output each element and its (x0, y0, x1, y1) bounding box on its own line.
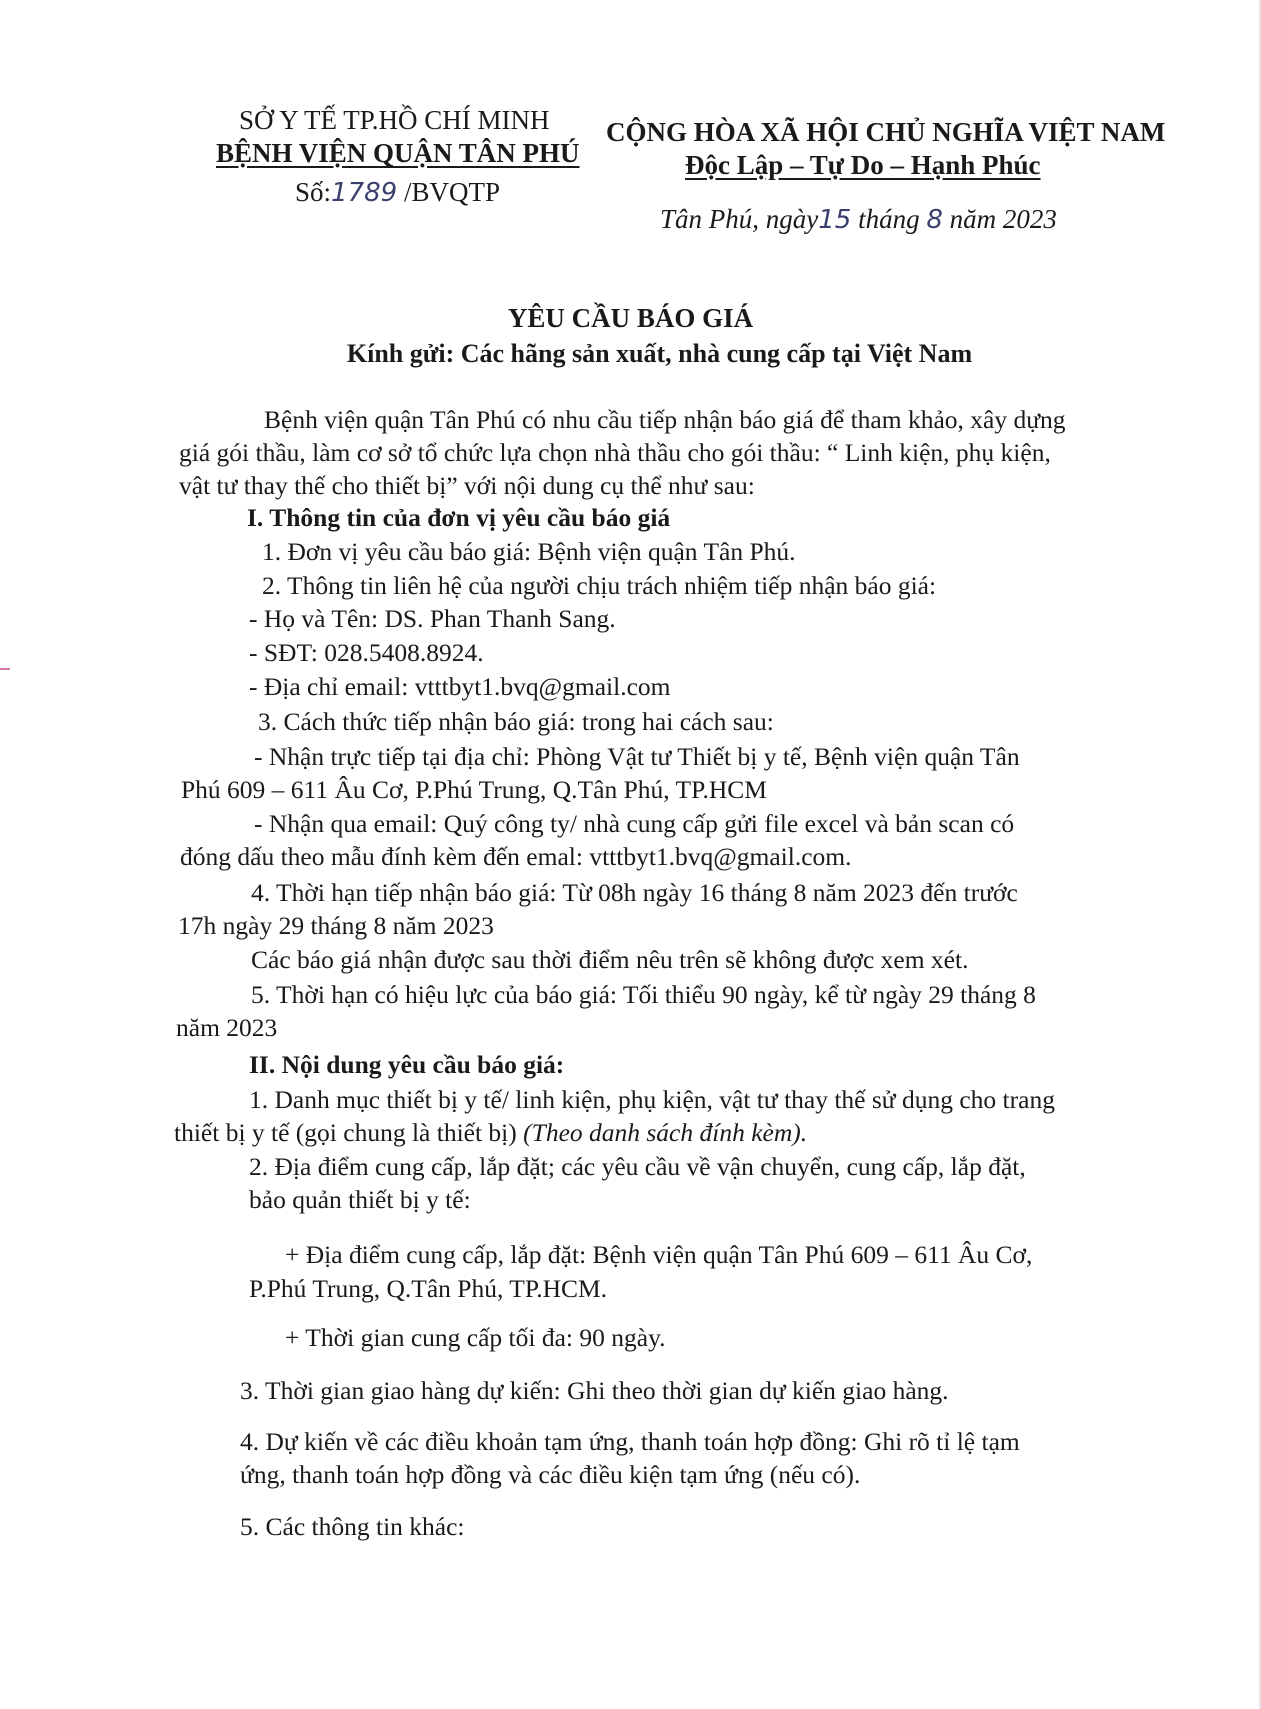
s2-item-1-text: thiết bị y tế (gọi chung là thiết bị) (174, 1118, 524, 1147)
delivery-place-line-1: + Địa điểm cung cấp, lắp đặt: Bệnh viện quận Tân Phú 609 – 611 Âu Cơ, (285, 1240, 1033, 1269)
delivery-time-max: + Thời gian cung cấp tối đa: 90 ngày. (285, 1323, 666, 1352)
s2-item-1-attachment-note: (Theo danh sách đính kèm). (523, 1118, 808, 1147)
contact-phone: - SĐT: 028.5408.8924. (249, 638, 484, 667)
document-title-wrap (0, 303, 1261, 334)
s1-item-4-line-1: 4. Thời hạn tiếp nhận báo giá: Từ 08h ngày 16 tháng 8 năm 2023 đến trước (251, 878, 1018, 907)
s1-item-1: 1. Đơn vị yêu cầu báo giá: Bệnh viện quận Tân Phú. (262, 537, 796, 566)
handwritten-month: 8 (926, 205, 943, 235)
s2-item-2-line-1: 2. Địa điểm cung cấp, lắp đặt; các yêu cầu về vận chuyển, cung cấp, lắp đặt, (249, 1152, 1026, 1181)
s2-item-4-line-1: 4. Dự kiến về các điều khoản tạm ứng, thanh toán hợp đồng: Ghi rõ tỉ lệ tạm (240, 1427, 1020, 1456)
date-prefix: Tân Phú, ngày (660, 204, 819, 234)
recipient-line: Kính gửi: Các hãng sản xuất, nhà cung cấp tại Việt Nam (346, 339, 973, 368)
contact-name: - Họ và Tên: DS. Phan Thanh Sang. (249, 604, 616, 633)
s2-item-3: 3. Thời gian giao hàng dự kiến: Ghi theo thời gian dự kiến giao hàng. (240, 1376, 949, 1405)
document-title: YÊU CẦU BÁO GIÁ (507, 303, 754, 333)
delivery-place-line-2: P.Phú Trung, Q.Tân Phú, TP.HCM. (249, 1274, 608, 1303)
method-email-2: đóng dấu theo mẫu đính kèm đến emal: vtttbyt1.bvq@gmail.com. (180, 842, 852, 871)
document-number (295, 176, 500, 209)
section-2-heading: II. Nội dung yêu cầu báo giá: (249, 1050, 565, 1079)
intro-line-3: vật tư thay thế cho thiết bị” với nội dung cụ thể như sau: (179, 471, 755, 500)
method-email-1: - Nhận qua email: Quý công ty/ nhà cung cấp gửi file excel và bản scan có (254, 809, 1015, 838)
date-year: năm 2023 (949, 204, 1057, 234)
s2-item-1-line-1: 1. Danh mục thiết bị y tế/ linh kiện, phụ kiện, vật tư thay thế sử dụng cho trang (249, 1085, 1055, 1114)
handwritten-number: 1789 (331, 178, 398, 208)
s1-item-4-line-2: 17h ngày 29 tháng 8 năm 2023 (178, 911, 494, 940)
date-month-label: tháng (858, 204, 920, 234)
section-1-heading: I. Thông tin của đơn vị yêu cầu báo giá (247, 503, 671, 532)
intro-line-1: Bệnh viện quận Tân Phú có nhu cầu tiếp nhận báo giá để tham khảo, xây dựng (264, 405, 1066, 434)
document-date (660, 203, 1057, 236)
national-title: CỘNG HÒA XÃ HỘI CHỦ NGHĨA VIỆT NAM (606, 117, 1166, 147)
s2-item-2-line-2: bảo quản thiết bị y tế: (249, 1185, 471, 1214)
handwritten-day: 15 (818, 205, 852, 235)
s1-item-5-line-1: 5. Thời hạn có hiệu lực của báo giá: Tối thiểu 90 ngày, kể từ ngày 29 tháng 8 (251, 980, 1036, 1009)
s2-item-5: 5. Các thông tin khác: (240, 1512, 465, 1541)
agency-name: SỞ Y TẾ TP.HỒ CHÍ MINH (239, 105, 550, 135)
number-suffix: /BVQTP (403, 177, 500, 207)
scan-mark (0, 668, 10, 670)
hospital-name: BỆNH VIỆN QUẬN TÂN PHÚ (216, 138, 580, 168)
method-direct-1: - Nhận trực tiếp tại địa chỉ: Phòng Vật tư Thiết bị y tế, Bệnh viện quận Tân (254, 742, 1020, 771)
s1-item-5-line-2: năm 2023 (176, 1013, 278, 1042)
s1-item-3: 3. Cách thức tiếp nhận báo giá: trong hai cách sau: (258, 707, 774, 736)
contact-email: - Địa chỉ email: vtttbyt1.bvq@gmail.com (249, 672, 671, 701)
s1-item-2: 2. Thông tin liên hệ của người chịu trách nhiệm tiếp nhận báo giá: (262, 571, 937, 600)
number-prefix: Số: (295, 177, 332, 207)
intro-line-2: giá gói thầu, làm cơ sở tổ chức lựa chọn nhà thầu cho gói thầu: “ Linh kiện, phụ kiện, (179, 438, 1051, 467)
method-direct-2: Phú 609 – 611 Âu Cơ, P.Phú Trung, Q.Tân Phú, TP.HCM (181, 775, 767, 804)
national-motto: Độc Lập – Tự Do – Hạnh Phúc (685, 150, 1041, 180)
s2-item-1-line-2 (174, 1116, 807, 1149)
s1-item-4-note: Các báo giá nhận được sau thời điểm nêu trên sẽ không được xem xét. (251, 945, 969, 974)
s2-item-4-line-2: ứng, thanh toán hợp đồng và các điều kiện tạm ứng (nếu có). (240, 1460, 861, 1489)
recipient-wrap (0, 339, 1261, 369)
